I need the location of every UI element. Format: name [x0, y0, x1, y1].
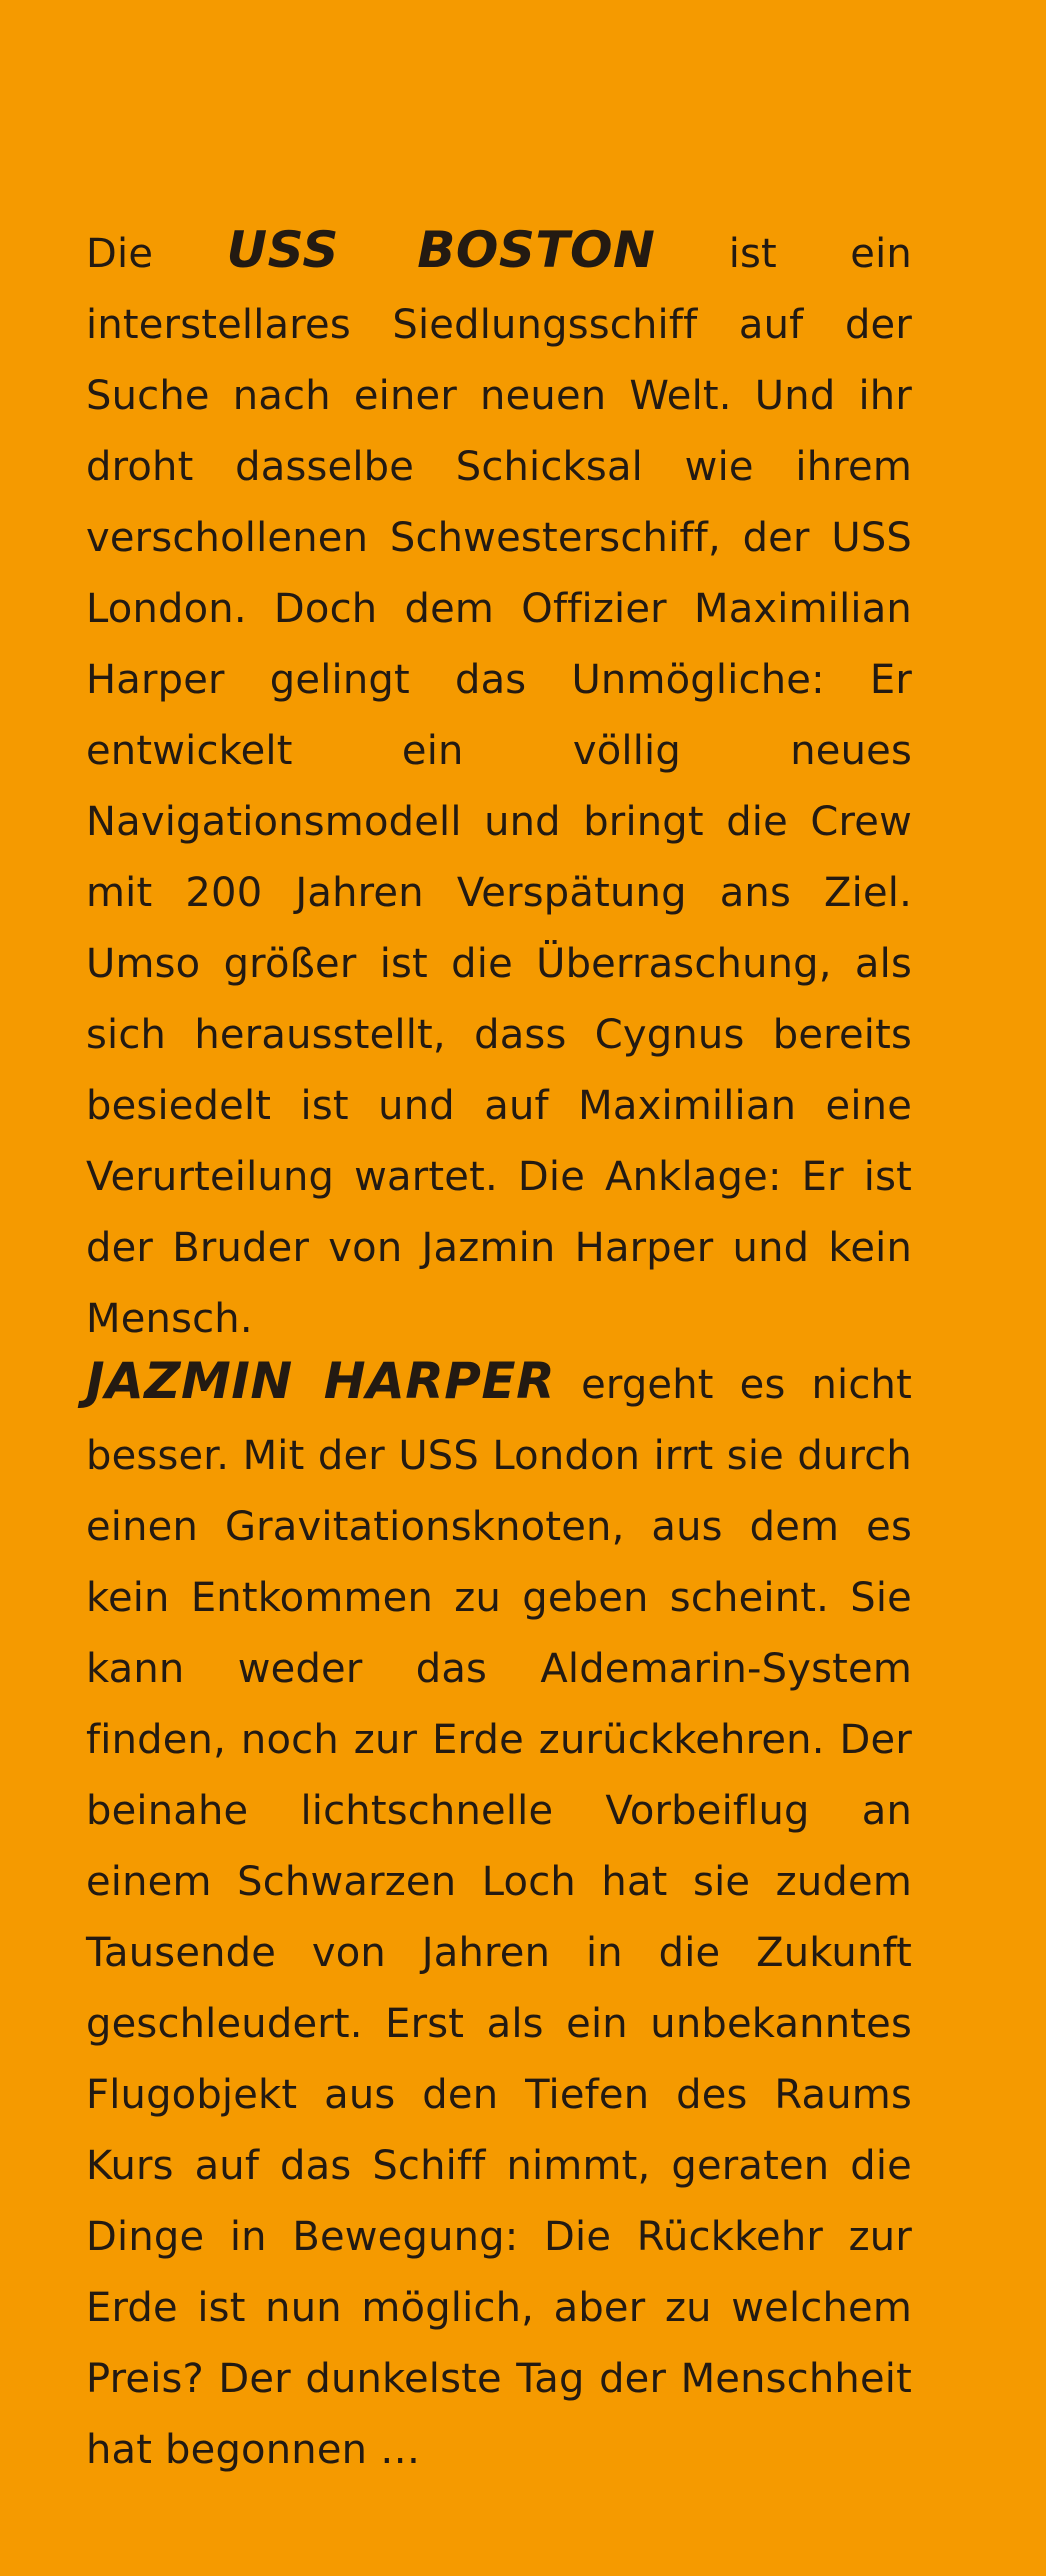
lead-text: Die	[86, 231, 227, 277]
paragraph-1-body: ist ein interstellares Siedlungsschiff auf der Suche nach einer neuen Welt. Und ihr droht dasselbe Schicksal wie ihrem verschollenen Schwesterschiff, der USS London. Doch dem Offizier Maximilian Harper gelingt das Unmögliche: Er entwickelt ein völlig neues Navigationsmodell und bringt die Crew mit 200 Jahren Verspätung ans Ziel. Umso größer ist die Überraschung, als sich herausstellt, dass Cygnus bereits besiedelt ist und auf Maximilian eine Verurteilung wartet. Die Anklage: Er ist der Bruder von Jazmin Harper und kein Mensch.	[86, 231, 912, 1342]
ship-name-highlight: USS BOSTON	[226, 221, 656, 279]
blurb-paragraph-1	[86, 215, 912, 1355]
character-name-highlight: JAZMIN HARPER	[86, 1352, 556, 1410]
blurb-paragraph-2	[86, 1346, 912, 2486]
paragraph-2-body: ergeht es nicht besser. Mit der USS London irrt sie durch einen Gravitationsknoten, aus dem es kein Entkommen zu geben scheint. Sie kann weder das Aldemarin-System finden, noch zur Erde zurückkehren. Der beinahe lichtschnelle Vorbeiflug an einem Schwarzen Loch hat sie zudem Tausende von Jahren in die Zukunft geschleudert. Erst als ein unbekanntes Flugobjekt aus den Tiefen des Raums Kurs auf das Schiff nimmt, geraten die Dinge in Bewegung: Die Rückkehr zur Erde ist nun möglich, aber zu welchem Preis? Der dunkelste Tag der Menschheit hat begonnen …	[86, 1362, 912, 2473]
